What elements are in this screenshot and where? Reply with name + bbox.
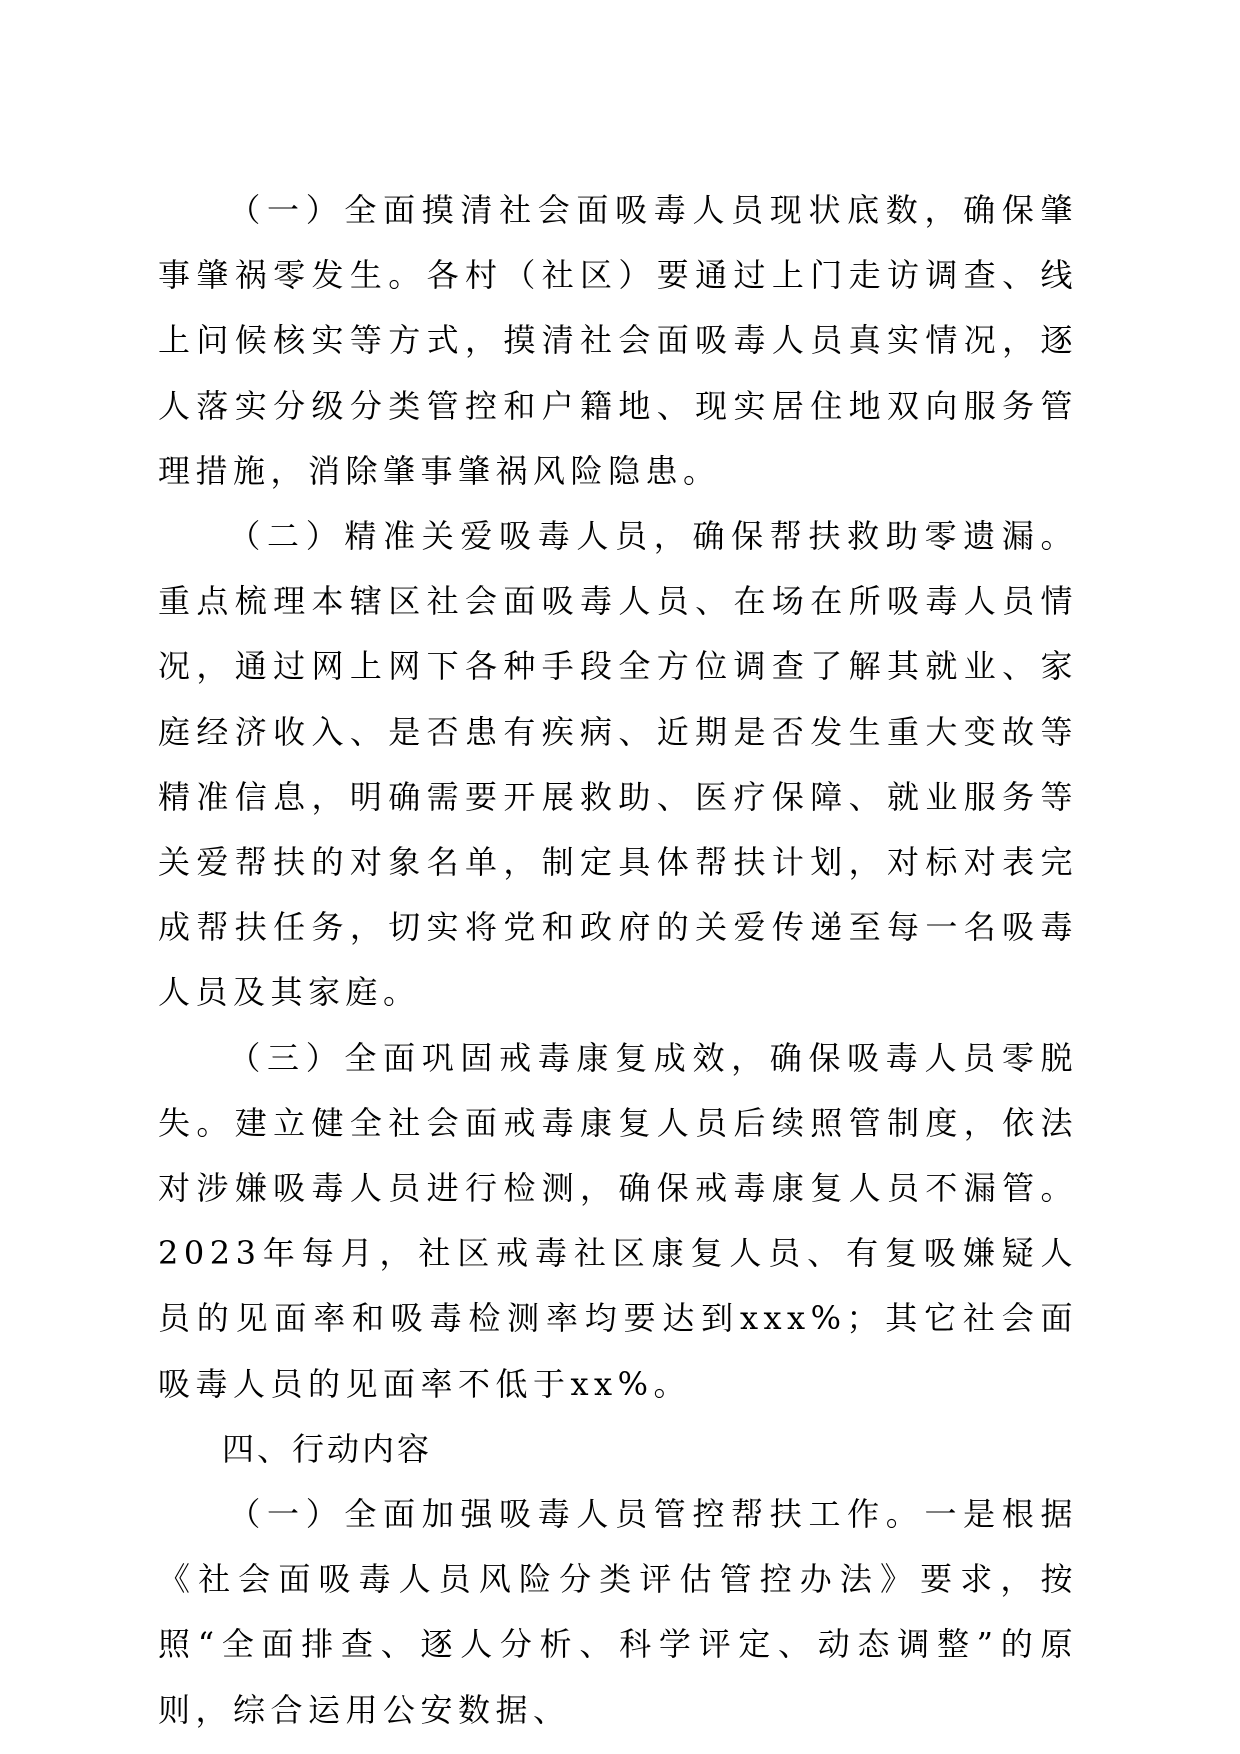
paragraph-3: （三）全面巩固戒毒康复成效，确保吸毒人员零脱失。建立健全社会面戒毒康复人员后续照管制度，依法对涉嫌吸毒人员进行检测，确保戒毒康复人员不漏管。2023年每月，社区戒毒社区康复人员、有复吸嫌疑人员的见面率和吸毒检测率均要达到xxx%；其它社会面吸毒人员的见面率不低于xx%。 <box>158 1038 1078 1403</box>
paragraph-2: （二）精准关爱吸毒人员，确保帮扶救助零遗漏。重点梳理本辖区社会面吸毒人员、在场在所吸毒人员情况，通过网上网下各种手段全方位调查了解其就业、家庭经济收入、是否患有疾病、近期是否发生重大变故等精准信息，明确需要开展救助、医疗保障、就业服务等关爱帮扶的对象名单，制定具体帮扶计划，对标对表完成帮扶任务，切实将党和政府的关爱传递至每一名吸毒人员及其家庭。 <box>158 517 1078 1012</box>
paragraph-4: （一）全面加强吸毒人员管控帮扶工作。一是根据《社会面吸毒人员风险分类评估管控办法》要求，按照“全面排查、逐人分析、科学评定、动态调整”的原则，综合运用公安数据、 <box>158 1495 1078 1729</box>
section-heading: 四、行动内容 <box>222 1429 433 1468</box>
document-body <box>158 178 1078 1743</box>
paragraph-1: （一）全面摸清社会面吸毒人员现状底数，确保肇事肇祸零发生。各村（社区）要通过上门走访调查、线上问候核实等方式，摸清社会面吸毒人员真实情况，逐人落实分级分类管控和户籍地、现实居住地双向服务管理措施，消除肇事肇祸风险隐患。 <box>158 191 1078 490</box>
